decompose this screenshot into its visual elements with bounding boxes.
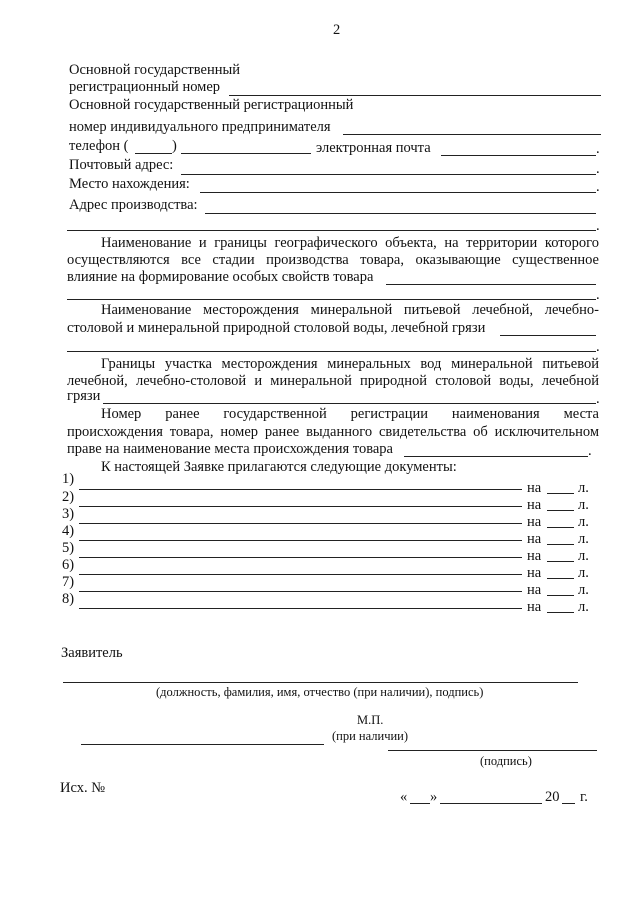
date-month-field[interactable] bbox=[440, 803, 542, 804]
email-field[interactable] bbox=[441, 155, 596, 156]
ogrn-field[interactable] bbox=[229, 95, 601, 96]
deposit-bounds-field[interactable] bbox=[103, 403, 596, 404]
document-na: на bbox=[527, 514, 542, 530]
phone-paren: ) bbox=[172, 138, 177, 154]
document-l: л. bbox=[578, 548, 589, 564]
document-pages-field[interactable] bbox=[547, 493, 574, 494]
phone-number-field[interactable] bbox=[181, 153, 311, 154]
geo-object-field-2[interactable] bbox=[67, 299, 596, 300]
deposit-bounds-period: . bbox=[596, 391, 600, 407]
prior-registration-line-3: праве на наименование места происхождения товара bbox=[67, 441, 393, 457]
document-l: л. bbox=[578, 565, 589, 581]
signature-caption: (подпись) bbox=[480, 754, 532, 768]
production-label: Адрес производства: bbox=[69, 197, 198, 213]
applicant-signature-field[interactable] bbox=[63, 682, 578, 683]
document-pages-field[interactable] bbox=[547, 612, 574, 613]
date-close-quote: » bbox=[430, 789, 438, 805]
geo-object-field[interactable] bbox=[386, 284, 596, 285]
prior-registration-line-2: происхождения товара, номер ранее выданного свидетельства об исключительном bbox=[67, 424, 599, 440]
deposit-period: . bbox=[596, 339, 600, 355]
location-field[interactable] bbox=[200, 192, 596, 193]
document-na: на bbox=[527, 548, 542, 564]
document-pages-field[interactable] bbox=[547, 595, 574, 596]
document-l: л. bbox=[578, 531, 589, 547]
document-l: л. bbox=[578, 514, 589, 530]
phone-code-field[interactable] bbox=[135, 153, 172, 154]
document-field[interactable] bbox=[79, 574, 522, 575]
document-na: на bbox=[527, 497, 542, 513]
geo-object-line-2: осуществляются все стадии производства товара, оказывающие существенное bbox=[67, 252, 599, 268]
deposit-line-2: столовой и минеральной природной столовой воды, лечебной грязи bbox=[67, 320, 486, 336]
date-year-suffix: г. bbox=[580, 789, 588, 805]
date-year-field[interactable] bbox=[562, 803, 575, 804]
page-number: 2 bbox=[333, 22, 341, 38]
ogrnip-label-line-2: номер индивидуального предпринимателя bbox=[69, 119, 331, 135]
document-field[interactable] bbox=[79, 489, 522, 490]
document-number: 7) bbox=[62, 574, 75, 590]
document-number: 5) bbox=[62, 540, 75, 556]
documents-intro: К настоящей Заявке прилагаются следующие документы: bbox=[101, 459, 457, 475]
document-number: 3) bbox=[62, 506, 75, 522]
document-number: 8) bbox=[62, 591, 75, 607]
deposit-field[interactable] bbox=[500, 335, 596, 336]
document-pages-field[interactable] bbox=[547, 510, 574, 511]
document-na: на bbox=[527, 565, 542, 581]
document-number: 2) bbox=[62, 489, 75, 505]
document-pages-field[interactable] bbox=[547, 527, 574, 528]
document-na: на bbox=[527, 599, 542, 615]
document-field[interactable] bbox=[79, 540, 522, 541]
document-pages-field[interactable] bbox=[547, 544, 574, 545]
prior-registration-field[interactable] bbox=[404, 456, 588, 457]
deposit-line-1: Наименование месторождения минеральной питьевой лечебной, лечебно- bbox=[101, 302, 599, 318]
document-pages-field[interactable] bbox=[547, 578, 574, 579]
prior-registration-period: . bbox=[588, 443, 592, 459]
document-field[interactable] bbox=[79, 557, 522, 558]
production-field-2[interactable] bbox=[67, 230, 596, 231]
document-l: л. bbox=[578, 497, 589, 513]
geo-object-line-3: влияние на формирование особых свойств товара bbox=[67, 269, 374, 285]
deposit-bounds-line-1: Границы участка месторождения минеральных вод минеральной питьевой bbox=[101, 356, 599, 372]
document-field[interactable] bbox=[79, 608, 522, 609]
location-period: . bbox=[596, 179, 600, 195]
document-number: 6) bbox=[62, 557, 75, 573]
deposit-field-2[interactable] bbox=[67, 351, 596, 352]
deposit-bounds-line-3: грязи bbox=[67, 388, 101, 404]
document-field[interactable] bbox=[79, 523, 522, 524]
geo-object-line-1: Наименование и границы географического объекта, на территории которого bbox=[101, 235, 599, 251]
production-field[interactable] bbox=[205, 213, 596, 214]
outgoing-label: Исх. № bbox=[60, 780, 106, 796]
ogrnip-label-line-1: Основной государственный регистрационный bbox=[69, 97, 354, 113]
postal-period: . bbox=[596, 161, 600, 177]
document-l: л. bbox=[578, 480, 589, 496]
phone-label: телефон ( bbox=[69, 138, 129, 154]
signature-field[interactable] bbox=[388, 750, 597, 751]
date-year-prefix: 20 bbox=[545, 789, 560, 805]
document-na: на bbox=[527, 582, 542, 598]
document-na: на bbox=[527, 531, 542, 547]
document-number: 4) bbox=[62, 523, 75, 539]
email-period: . bbox=[596, 141, 600, 157]
document-field[interactable] bbox=[79, 506, 522, 507]
applicant-label: Заявитель bbox=[61, 645, 123, 661]
document-field[interactable] bbox=[79, 591, 522, 592]
email-label: электронная почта bbox=[316, 140, 431, 156]
postal-label: Почтовый адрес: bbox=[69, 157, 174, 173]
ogrn-label-line-2: регистрационный номер bbox=[69, 79, 221, 95]
date-open-quote: « bbox=[400, 789, 408, 805]
document-l: л. bbox=[578, 582, 589, 598]
date-day-field[interactable] bbox=[410, 803, 430, 804]
deposit-bounds-line-2: лечебной, лечебно-столовой и минеральной природной столовой воды, лечебной bbox=[67, 373, 599, 389]
location-label: Место нахождения: bbox=[69, 176, 190, 192]
document-l: л. bbox=[578, 599, 589, 615]
ogrnip-field[interactable] bbox=[343, 134, 601, 135]
document-pages-field[interactable] bbox=[547, 561, 574, 562]
prior-registration-line-1: Номер ранее государственной регистрации наименования места bbox=[101, 406, 599, 422]
postal-field[interactable] bbox=[181, 174, 596, 175]
document-number: 1) bbox=[62, 471, 75, 487]
document-na: на bbox=[527, 480, 542, 496]
stamp-label: М.П. bbox=[357, 713, 384, 727]
production-period: . bbox=[596, 218, 600, 234]
geo-object-period: . bbox=[596, 287, 600, 303]
stamp-caption: (при наличии) bbox=[332, 729, 409, 743]
ogrn-label-line-1: Основной государственный bbox=[69, 62, 240, 78]
applicant-caption: (должность, фамилия, имя, отчество (при наличии), подпись) bbox=[156, 685, 484, 699]
official-name-field[interactable] bbox=[81, 744, 324, 745]
